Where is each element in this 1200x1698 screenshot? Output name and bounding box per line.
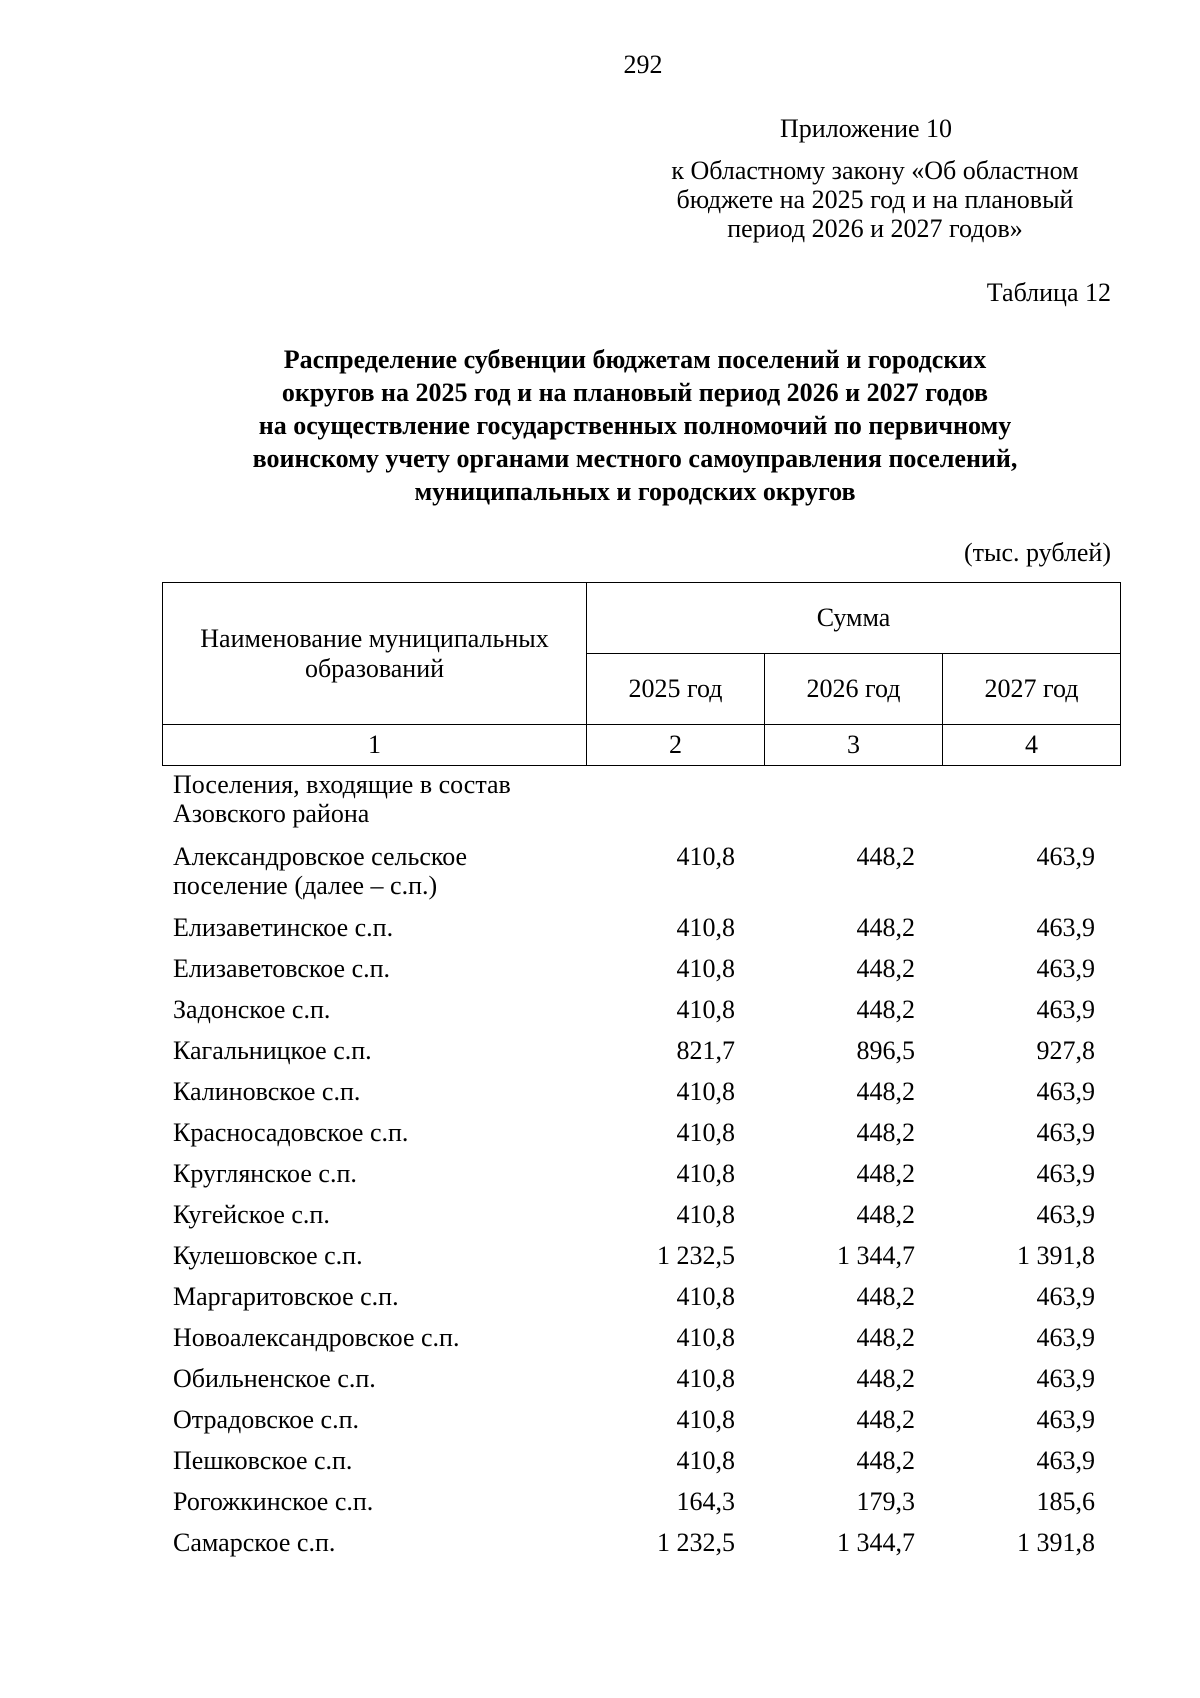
title-line: на осуществление государственных полномочий по первичному	[258, 411, 1012, 440]
table-row	[162, 1241, 1120, 1282]
group-row	[162, 770, 1120, 842]
table-row	[162, 1364, 1120, 1405]
value-2027: 463,9	[1036, 995, 1095, 1024]
page-number: 292	[623, 50, 663, 79]
value-2025: 410,8	[676, 842, 735, 871]
header-sum: Сумма	[587, 583, 1121, 654]
annex-reference-line: бюджете на 2025 год и на плановый	[676, 185, 1074, 214]
value-2025: 410,8	[676, 1118, 735, 1147]
row-name: Самарское с.п.	[173, 1528, 336, 1557]
table-row	[162, 995, 1120, 1036]
annex-reference	[640, 156, 1110, 243]
value-2026: 179,3	[856, 1487, 915, 1516]
value-2026: 1 344,7	[837, 1528, 915, 1557]
value-2027: 463,9	[1036, 1405, 1095, 1434]
column-number: 3	[765, 725, 943, 766]
value-2025: 410,8	[676, 1323, 735, 1352]
value-2025: 410,8	[676, 913, 735, 942]
column-number: 2	[587, 725, 765, 766]
table-row	[162, 1528, 1120, 1569]
value-2025: 410,8	[676, 1159, 735, 1188]
value-2027: 463,9	[1036, 913, 1095, 942]
table-body	[162, 770, 1120, 1569]
value-2026: 448,2	[856, 954, 915, 983]
value-2027: 463,9	[1036, 1282, 1095, 1311]
table-row	[162, 1077, 1120, 1118]
table-row	[162, 1487, 1120, 1528]
value-2026: 448,2	[856, 842, 915, 871]
rows-container	[162, 842, 1120, 1569]
table-row	[162, 1282, 1120, 1323]
group-label: Поселения, входящие в состав Азовского района	[173, 770, 511, 828]
value-2027: 463,9	[1036, 1200, 1095, 1229]
value-2026: 448,2	[856, 1323, 915, 1352]
value-2025: 410,8	[676, 1446, 735, 1475]
value-2025: 410,8	[676, 954, 735, 983]
value-2027: 463,9	[1036, 1077, 1095, 1106]
value-2026: 448,2	[856, 1200, 915, 1229]
row-name: Отрадовское с.п.	[173, 1405, 360, 1434]
column-number: 4	[943, 725, 1121, 766]
value-2026: 448,2	[856, 1077, 915, 1106]
title-line: муниципальных и городских округов	[414, 477, 856, 506]
row-name: Маргаритовское с.п.	[173, 1282, 399, 1311]
value-2025: 410,8	[676, 1282, 735, 1311]
row-name: Задонское с.п.	[173, 995, 331, 1024]
table-row	[162, 1159, 1120, 1200]
value-2027: 185,6	[1036, 1487, 1095, 1516]
document-title	[150, 343, 1120, 508]
header-year-2027: 2027 год	[943, 654, 1121, 725]
table-row	[162, 913, 1120, 954]
units-note: (тыс. рублей)	[963, 538, 1111, 567]
table-label: Таблица 12	[986, 278, 1111, 307]
row-name: Обильненское с.п.	[173, 1364, 376, 1393]
value-2026: 448,2	[856, 1446, 915, 1475]
table-row	[162, 842, 1120, 913]
value-2025: 1 232,5	[657, 1241, 735, 1270]
value-2027: 1 391,8	[1017, 1241, 1095, 1270]
header-name-column	[163, 583, 587, 725]
value-2026: 896,5	[856, 1036, 915, 1065]
table-row	[162, 1036, 1120, 1077]
value-2025: 410,8	[676, 1405, 735, 1434]
header-year-2026: 2026 год	[765, 654, 943, 725]
annex-label: Приложение 10	[780, 114, 953, 143]
value-2026: 448,2	[856, 995, 915, 1024]
annex-reference-line: период 2026 и 2027 годов»	[727, 214, 1023, 243]
value-2027: 463,9	[1036, 1446, 1095, 1475]
value-2027: 927,8	[1036, 1036, 1095, 1065]
row-name: Кугейское с.п.	[173, 1200, 330, 1229]
title-line: округов на 2025 год и на плановый период 2026 и 2027 годов	[281, 378, 989, 407]
row-name: Александровское сельское поселение (далее – с.п.)	[173, 842, 468, 900]
value-2025: 164,3	[676, 1487, 735, 1516]
row-name: Красносадовское с.п.	[173, 1118, 409, 1147]
value-2027: 1 391,8	[1017, 1528, 1095, 1557]
row-name: Рогожкинское с.п.	[173, 1487, 374, 1516]
value-2025: 410,8	[676, 995, 735, 1024]
value-2027: 463,9	[1036, 842, 1095, 871]
value-2026: 448,2	[856, 1405, 915, 1434]
value-2026: 448,2	[856, 913, 915, 942]
value-2027: 463,9	[1036, 1118, 1095, 1147]
row-name: Елизаветинское с.п.	[173, 913, 394, 942]
table-row	[162, 1323, 1120, 1364]
row-name: Кулешовское с.п.	[173, 1241, 363, 1270]
value-2027: 463,9	[1036, 1159, 1095, 1188]
row-name: Новоалександровское с.п.	[173, 1323, 460, 1352]
table-header	[162, 582, 1121, 766]
value-2027: 463,9	[1036, 954, 1095, 983]
value-2025: 410,8	[676, 1200, 735, 1229]
value-2027: 463,9	[1036, 1364, 1095, 1393]
value-2027: 463,9	[1036, 1323, 1095, 1352]
annex-reference-line: к Областному закону «Об областном	[671, 156, 1079, 185]
value-2025: 1 232,5	[657, 1528, 735, 1557]
header-name-label: Наименование муниципальных образований	[200, 623, 549, 683]
value-2025: 410,8	[676, 1364, 735, 1393]
table-row	[162, 1200, 1120, 1241]
value-2026: 1 344,7	[837, 1241, 915, 1270]
value-2025: 410,8	[676, 1077, 735, 1106]
title-line: воинскому учету органами местного самоуправления поселений,	[252, 444, 1018, 473]
title-line: Распределение субвенции бюджетам поселений и городских	[283, 345, 987, 374]
table-row	[162, 1446, 1120, 1487]
table-row	[162, 1405, 1120, 1446]
row-name: Елизаветовское с.п.	[173, 954, 391, 983]
value-2026: 448,2	[856, 1282, 915, 1311]
header-year-2025: 2025 год	[587, 654, 765, 725]
row-name: Пешковское с.п.	[173, 1446, 353, 1475]
table-row	[162, 1118, 1120, 1159]
value-2025: 821,7	[676, 1036, 735, 1065]
value-2026: 448,2	[856, 1118, 915, 1147]
value-2026: 448,2	[856, 1159, 915, 1188]
row-name: Круглянское с.п.	[173, 1159, 357, 1188]
table-row	[162, 954, 1120, 995]
row-name: Калиновское с.п.	[173, 1077, 361, 1106]
row-name: Кагальницкое с.п.	[173, 1036, 372, 1065]
value-2026: 448,2	[856, 1364, 915, 1393]
column-number: 1	[163, 725, 587, 766]
